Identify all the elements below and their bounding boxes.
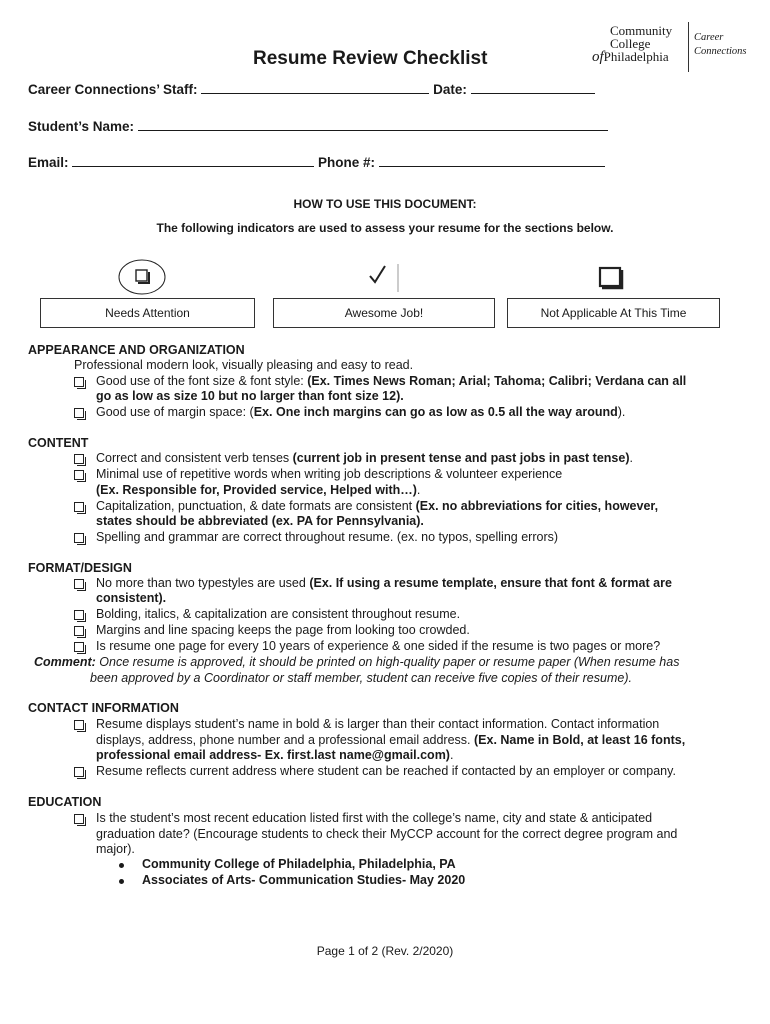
checkbox-icon[interactable] [74,626,84,636]
checkbox-icon[interactable] [74,377,84,387]
logo-line-3: Philadelphia [603,49,669,64]
checkbox-icon[interactable] [74,408,84,418]
content-item-2: Minimal use of repetitive words when writing job descriptions & volunteer experience [96,467,563,481]
section-appearance-title: APPEARANCE AND ORGANIZATION [28,343,245,357]
page-footer: Page 1 of 2 (Rev. 2/2020) [316,944,454,958]
email-field[interactable] [28,154,605,170]
section-contact-title: CONTACT INFORMATION [28,701,179,715]
appearance-item-1-cont: go as low as size 10 but no larger than font size 12). [96,389,404,403]
student-name-field[interactable] [28,118,608,134]
howto-heading: HOW TO USE THIS DOCUMENT: [293,197,477,211]
email-label: Email: [28,155,69,170]
logo-divider [688,22,689,72]
content-item-2-cont: (Ex. Responsible for, Provided service, Helped with…). [96,483,421,497]
education-item-1-cont-2: major). [96,842,135,856]
checkbox-icon[interactable] [74,814,84,824]
logo-connections: Connections [694,46,747,57]
date-label: Date: [433,82,467,97]
appearance-item-1: Good use of the font size & font style: (Ex. Times News Roman; Arial; Tahoma; Calibri; Verdana can all [96,374,687,388]
checkbox-icon[interactable] [74,720,84,730]
phone-label: Phone #: [318,155,376,170]
student-name-line[interactable] [138,118,608,131]
contact-item-1: Resume displays student’s name in bold & is larger than their contact information. Contact information [96,717,660,731]
checkbox-icon[interactable] [74,610,84,620]
logo-of: of [592,49,604,65]
checkbox-icon[interactable] [74,470,84,480]
contact-item-1-cont-2: professional email address- Ex. first.last name@gmail.com). [96,748,454,762]
content-item-3: Capitalization, punctuation, & date formats are consistent (Ex. no abbreviations for cities, however, [96,499,659,513]
student-name-label: Student’s Name: [28,119,135,134]
checkbox-icon[interactable] [74,642,84,652]
content-item-1: Correct and consistent verb tenses (current job in present tense and past jobs in past tense). [96,451,633,465]
education-item-1: Is the student’s most recent education listed first with the college’s name, city and state & anticipated [96,811,653,825]
circled-checkbox-icon [116,256,168,298]
checkbox-icon[interactable] [74,502,84,512]
section-format-title: FORMAT/DESIGN [28,561,132,575]
checkbox-icon[interactable] [74,454,84,464]
checkbox-icon[interactable] [74,579,84,589]
format-item-2: Bolding, italics, & capitalization are consistent throughout resume. [96,607,461,621]
date-line[interactable] [471,81,595,94]
email-line[interactable] [72,154,314,167]
contact-item-1-cont: displays, address, phone number and a professional email address. (Ex. Name in Bold, at least 16 fonts, [96,733,686,747]
empty-checkbox-icon [598,266,626,292]
staff-field[interactable] [28,81,595,97]
staff-label: Career Connections’ Staff: [28,82,198,97]
logo-career: Career [694,32,724,43]
format-comment: Comment: Once resume is approved, it should be printed on high-quality paper or resume paper (When resume has [34,655,680,669]
education-bullet-2: Associates of Arts- Communication Studies- May 2020 [142,873,466,887]
content-item-4: Spelling and grammar are correct throughout resume. (ex. no typos, spelling errors) [96,530,559,544]
format-comment-cont: been approved by a Coordinator or staff member, student can receive five copies of their resume). [90,671,632,685]
indicator-not-applicable: Not Applicable At This Time [507,298,720,328]
education-item-1-cont: graduation date? (Encourage students to check their MyCCP account for the correct degree program and [96,827,678,841]
format-item-1-cont: consistent). [96,591,167,605]
appearance-intro: Professional modern look, visually pleasing and easy to read. [74,358,414,372]
logo-line-1: Community [610,23,673,38]
staff-line[interactable] [201,81,429,94]
format-item-4: Is resume one page for every 10 years of experience & one sided if the resume is two pages or more? [96,639,661,653]
contact-item-2: Resume reflects current address where student can be reached if contacted by an employer or company. [96,764,676,778]
section-education-title: EDUCATION [28,795,102,809]
format-item-1: No more than two typestyles are used (Ex. If using a resume template, ensure that font & format are [96,576,672,590]
bullet-icon [119,879,124,884]
howto-subheading: The following indicators are used to assess your resume for the sections below. [156,221,614,235]
checkmark-icon [366,262,402,294]
phone-line[interactable] [379,154,605,167]
checkbox-icon[interactable] [74,533,84,543]
section-content-title: CONTENT [28,436,89,450]
logo-line-2: College [610,36,651,51]
page-title: Resume Review Checklist [253,48,488,69]
appearance-item-2: Good use of margin space: (Ex. One inch margins can go as low as 0.5 all the way around). [96,405,626,419]
content-item-3-cont: states should be abbreviated (ex. PA for Pennsylvania). [96,514,424,528]
bullet-icon [119,863,124,868]
indicator-needs-attention: Needs Attention [40,298,255,328]
education-bullet-1: Community College of Philadelphia, Philadelphia, PA [142,857,456,871]
indicator-awesome-job: Awesome Job! [273,298,495,328]
format-item-3: Margins and line spacing keeps the page from looking too crowded. [96,623,470,637]
college-logo [590,22,755,74]
checkbox-icon[interactable] [74,767,84,777]
